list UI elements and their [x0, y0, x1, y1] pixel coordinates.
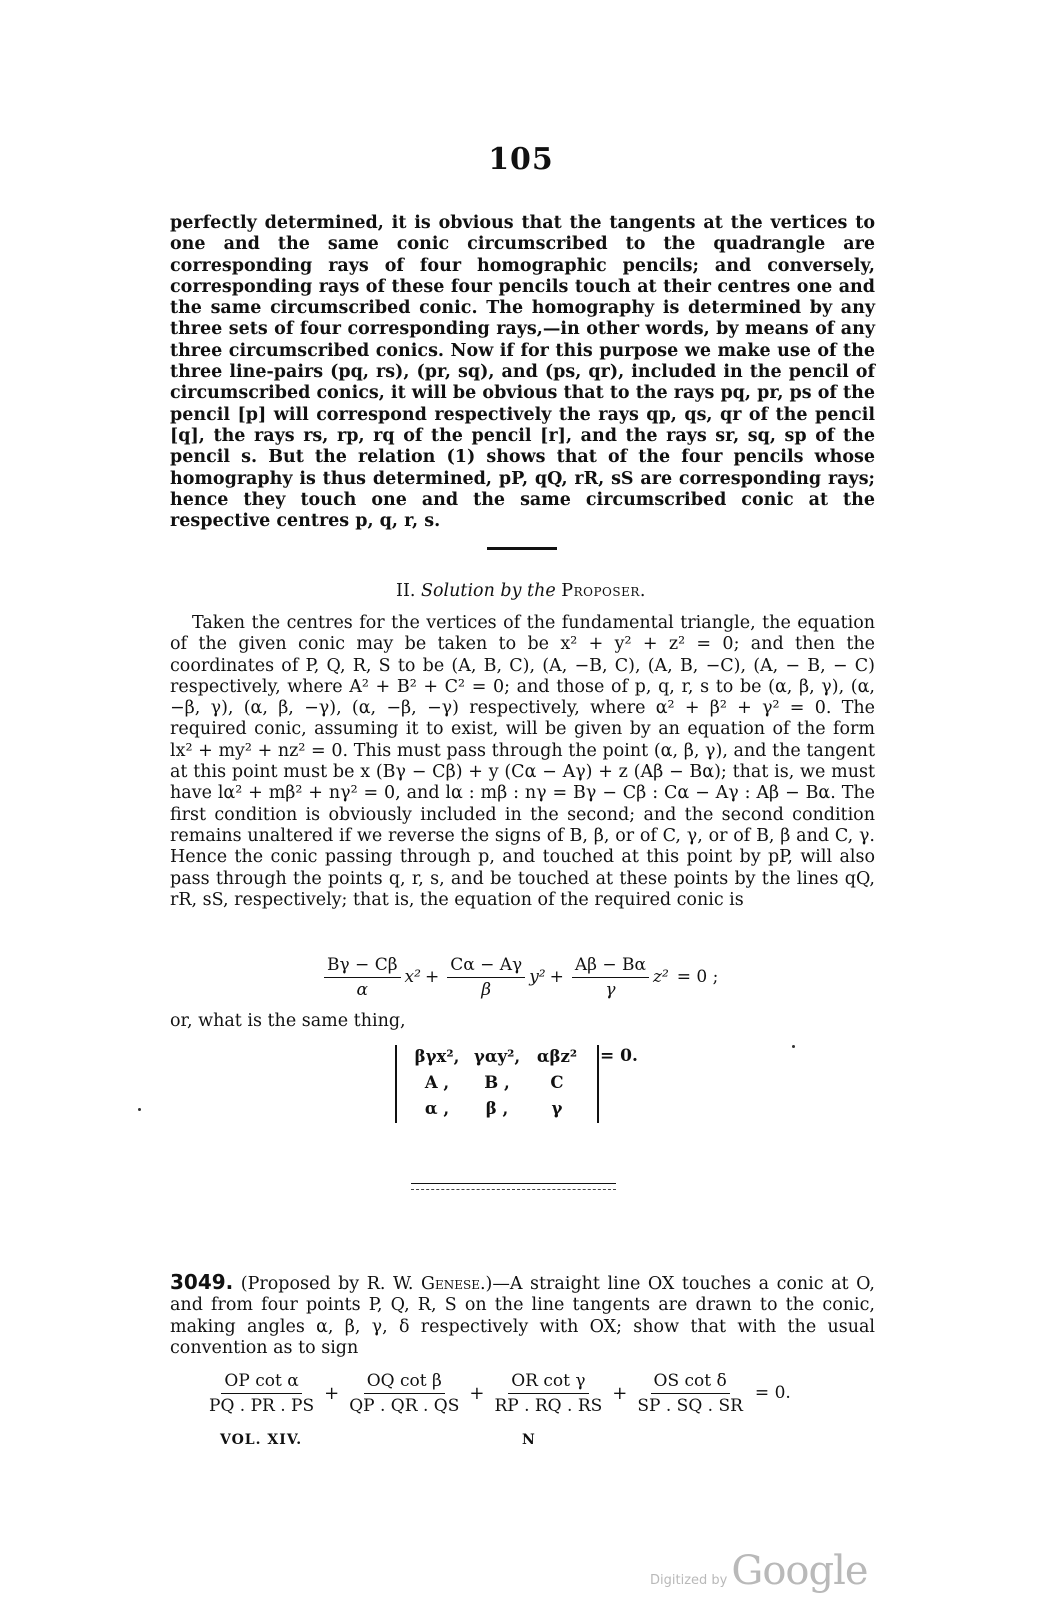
question-equation [205, 1368, 855, 1418]
watermark-prefix: Digitized by [650, 1573, 728, 1588]
section-divider [487, 547, 557, 550]
determinant-cell: αβz² [536, 1047, 578, 1066]
equation-fraction [494, 1371, 602, 1416]
digitized-watermark [650, 1548, 868, 1594]
fraction-denominator: β [481, 979, 492, 1000]
equation-fraction [447, 955, 525, 1000]
transition-text: or, what is the same thing, [170, 1011, 406, 1031]
ink-speck [792, 1045, 795, 1048]
fraction-denominator: RP . RQ . RS [494, 1395, 603, 1416]
equation-fraction [209, 1371, 314, 1416]
fraction-denominator: SP . SQ . SR [637, 1395, 743, 1416]
paragraph-continuation: perfectly determined, it is obvious that the tangents at the vertices to one and the same conic circumscribed to the quadrangle are corresponding rays of four homographic pencils; and conversely, corresponding rays of these four pencils touch at their centres one and the same circumscribed conic. The homography is determined by any three sets of four corresponding rays,—in other words, by means of any three circumscribed conics. Now if for this purpose we make use of the three line-pairs (pq, rs), (pr, sq), and (ps, qr), included in the pencil of circumscribed conics, it will be obvious that to the rays pq, pr, ps of the pencil [p] will correspond respectively the rays qp, qs, qr of the pencil [q], the rays rs, rp, rq of the pencil [r], and the rays sr, sq, sp of the pencil s. But the relation (1) shows that of the four pencils whose homography is thus determined, pP, qQ, rR, sS are corresponding rays; hence they touch one and the same circumscribed conic at the respective centres p, q, r, s. [170, 213, 875, 532]
fraction-numerator: OP cot α [221, 1371, 301, 1394]
determinant [395, 1045, 599, 1123]
fraction-numerator: Aβ − Bα [572, 955, 649, 978]
question-paragraph [170, 1272, 875, 1359]
plus-sign: + [424, 967, 440, 987]
determinant-cell: γαy², [473, 1047, 521, 1066]
equation-fraction [572, 955, 649, 1000]
determinant-cell: β , [485, 1099, 509, 1118]
fraction-numerator: OQ cot β [364, 1371, 445, 1394]
solution-paragraph: Taken the centres for the vertices of the fundamental triangle, the equation of the given conic may be taken to be x² + y² + z² = 0; and then the coordinates of P, Q, R, S to be (A, B, C), (A, −B, C), (A, B, −C), (A, − B, − C) respectively, where A² + B² + C² = 0; and those of p, q, r, s to be (α, β, γ), (α, −β, γ), (α, β, −γ), (α, −β, −γ) respectively, where α² + β² + γ² = 0. The required conic, assuming it to exist, will be given by an equation of the form lx² + my² + nz² = 0. This must pass through the point (α, β, γ), and the tangent at this point must be x (Bγ − Cβ) + y (Cα − Aγ) + z (Aβ − Bα); that is, we must have lα² + mβ² + nγ² = 0, and lα : mβ : nγ = Bγ − Cβ : Cα − Aγ : Aβ − Bα. The first condition is obviously included in the second; and the second condition remains unaltered if we reverse the signs of B, β, or of C, γ, or of B, β and C, γ. Hence the conic passing through p, and touched at this point by pP, will also pass through the points q, r, s, and be touched at these points by the lines qQ, rR, sS, respectively; that is, the equation of the required conic is [170, 613, 875, 910]
fraction-denominator: γ [605, 979, 616, 1000]
page-number: 105 [488, 142, 554, 177]
fraction-denominator: PQ . PR . PS [209, 1395, 315, 1416]
equation-variable: z² [653, 967, 669, 987]
end-rule [411, 1189, 616, 1190]
question-proposer: Genese. [421, 1274, 486, 1294]
fraction-numerator: OS cot δ [651, 1371, 730, 1394]
fraction-numerator: Cα − Aγ [447, 955, 525, 978]
question-text-before: (Proposed by R. W. [240, 1274, 414, 1294]
plus-sign: + [549, 967, 564, 987]
signature-mark: N [522, 1432, 535, 1448]
equation-rhs: = 0. [754, 1383, 791, 1403]
determinant-cell: C [550, 1073, 564, 1092]
question-number: 3049. [170, 1270, 234, 1294]
determinant-cell: γ [551, 1099, 563, 1118]
determinant-cell: α , [424, 1099, 450, 1118]
determinant-cell: B , [484, 1073, 510, 1092]
plus-sign: + [612, 1382, 628, 1404]
end-rule [411, 1183, 616, 1184]
equation-fraction [324, 955, 401, 1000]
plus-sign: + [469, 1382, 485, 1404]
section-number: II. [396, 581, 416, 601]
equation-fraction [349, 1371, 459, 1416]
volume-label: VOL. XIV. [220, 1432, 303, 1448]
question-text-after: )—A straight line OX touches a conic at O, and from four points P, Q, R, S on the line tangents are drawn to the conic, making angles α, β, γ, δ respectively with OX; show that with the usual convention as to sign [170, 1274, 875, 1358]
fraction-numerator: Bγ − Cβ [324, 955, 401, 978]
equation-rhs: = 0 ; [676, 967, 719, 987]
fraction-denominator: QP . QR . QS [349, 1395, 460, 1416]
equation-fraction [637, 1371, 743, 1416]
determinant-cell: βγx², [414, 1047, 460, 1066]
google-logo: Google [731, 1548, 868, 1594]
determinant-cell: A , [424, 1073, 450, 1092]
section-heading [0, 581, 1042, 601]
determinant-rhs: = 0. [600, 1046, 638, 1066]
plus-sign: + [324, 1382, 340, 1404]
fraction-denominator: α [356, 979, 369, 1000]
section-proposer: Proposer. [561, 581, 646, 601]
equation-variable: y² [529, 967, 546, 987]
section-title: Solution by the [421, 581, 556, 601]
determinant-grid [407, 1045, 587, 1121]
conic-equation [320, 950, 750, 1004]
fraction-numerator: OR cot γ [508, 1371, 588, 1394]
equation-variable: x² [404, 967, 421, 987]
ink-speck [138, 1108, 141, 1111]
